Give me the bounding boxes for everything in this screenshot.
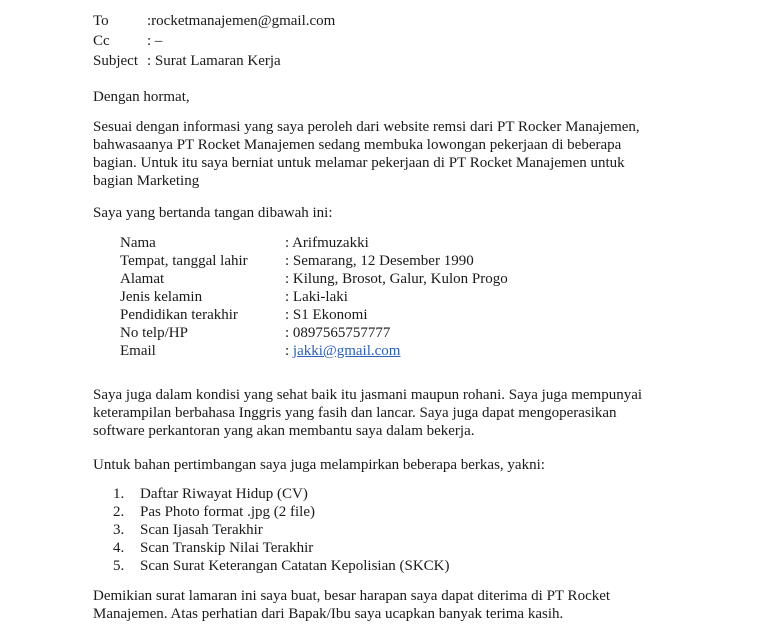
field-value: : Laki-laki [285, 289, 348, 305]
list-item: 5. Scan Surat Keterangan Catatan Kepolisian (SKCK) [113, 558, 450, 574]
condition-line: Saya juga dalam kondisi yang sehat baik itu jasmani maupun rohani. Saya juga mempunyai [93, 387, 643, 403]
closing-paragraph [93, 587, 723, 623]
closing-line: Manajemen. Atas perhatian dari Bapak/Ibu saya ucapkan banyak terima kasih. [93, 606, 564, 622]
field-label: Alamat [120, 271, 165, 287]
field-label: Pendidikan terakhir [120, 307, 238, 323]
intro-line: bagian Marketing [93, 173, 200, 189]
field-label: Email [120, 343, 156, 359]
field-row-address [120, 270, 508, 288]
greeting: Dengan hormat, [93, 89, 190, 105]
condition-paragraph [93, 386, 723, 440]
field-row-name [120, 234, 508, 252]
field-row-email [120, 342, 508, 360]
to-row [93, 10, 335, 30]
condition-line: software perkantoran yang akan membantu saya dalam bekerja. [93, 423, 475, 439]
field-label: Tempat, tanggal lahir [120, 253, 248, 269]
intro-line: bagian. Untuk itu saya berniat untuk melamar pekerjaan di PT Rocket Manajemen untuk [93, 155, 625, 171]
subject-label: Subject [93, 53, 138, 69]
field-value: : Kilung, Brosot, Galur, Kulon Progo [285, 271, 508, 287]
intro-line: Sesuai dengan informasi yang saya peroleh dari website remsi dari PT Rocker Manajemen, [93, 119, 640, 135]
intro-paragraph [93, 118, 723, 190]
field-label: Jenis kelamin [120, 289, 203, 305]
closing-line: Demikian surat lamaran ini saya buat, besar harapan saya dapat diterima di PT Rocket [93, 588, 611, 604]
applicant-fields [120, 234, 508, 360]
email-header [93, 10, 335, 70]
field-value: : Semarang, 12 Desember 1990 [285, 253, 474, 269]
cc-label: Cc [93, 33, 110, 49]
field-value: : S1 Ekonomi [285, 307, 368, 323]
field-row-gender [120, 288, 508, 306]
signer-intro: Saya yang bertanda tangan dibawah ini: [93, 205, 333, 221]
to-label: To [93, 13, 109, 29]
subject-value: : Surat Lamaran Kerja [147, 53, 281, 69]
attachments-list [113, 485, 450, 575]
list-item: 4. Scan Transkip Nilai Terakhir [113, 540, 314, 556]
attachments-intro: Untuk bahan pertimbangan saya juga melampirkan beberapa berkas, yakni: [93, 457, 545, 473]
list-item: 1. Daftar Riwayat Hidup (CV) [113, 486, 308, 502]
field-label: No telp/HP [120, 325, 188, 341]
subject-row [93, 50, 335, 70]
field-row-education [120, 306, 508, 324]
cc-row [93, 30, 335, 50]
field-row-phone [120, 324, 508, 342]
cc-value: : – [147, 33, 163, 49]
to-value: :rocketmanajemen@gmail.com [147, 13, 336, 29]
field-row-birth [120, 252, 508, 270]
field-value [285, 342, 400, 360]
email-link[interactable]: jakki@gmail.com [292, 343, 401, 359]
intro-line: bahwasaanya PT Rocket Manajemen sedang membuka lowongan pekerjaan di beberapa [93, 137, 622, 153]
field-value: : Arifmuzakki [285, 235, 369, 251]
field-value: : 0897565757777 [285, 325, 391, 341]
list-item: 3. Scan Ijasah Terakhir [113, 522, 263, 538]
email-prefix: : [285, 343, 293, 359]
list-item: 2. Pas Photo format .jpg (2 file) [113, 504, 315, 520]
condition-line: keterampilan berbahasa Inggris yang fasih dan lancar. Saya juga dapat mengoperasikan [93, 405, 617, 421]
field-label: Nama [120, 235, 156, 251]
